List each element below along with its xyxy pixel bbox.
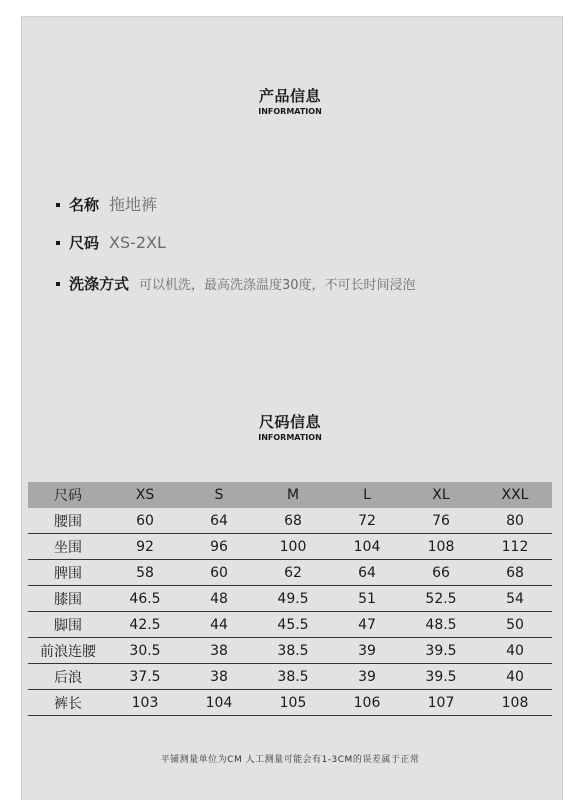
header-cell: M [256,482,330,508]
table-cell: 38 [182,638,256,664]
table-cell: 103 [108,690,182,716]
table-cell: 38.5 [256,664,330,690]
table-header-row [28,482,552,508]
table-cell: 39 [330,664,404,690]
table-cell: 膝围 [28,586,108,612]
header-cell: 尺码 [28,482,108,508]
table-cell: 104 [182,690,256,716]
table-cell: 脾围 [28,560,108,586]
info-row-size [56,232,166,253]
table-row [28,664,552,690]
table-cell: 60 [182,560,256,586]
info-label: 名称 [69,196,100,214]
table-cell: 108 [404,534,478,560]
table-cell: 51 [330,586,404,612]
info-value: 可以机洗，最高洗涤温度30度，不可长时间浸泡 [139,278,416,293]
table-cell: 62 [256,560,330,586]
table-cell: 76 [404,508,478,534]
table-row [28,690,552,716]
info-label: 洗涤方式 [69,275,130,293]
table-cell: 48 [182,586,256,612]
table-cell: 40 [478,664,552,690]
table-row [28,534,552,560]
table-cell: 64 [330,560,404,586]
table-row [28,612,552,638]
table-cell: 60 [108,508,182,534]
table-row [28,638,552,664]
size-info-title: 尺码信息 [258,413,321,431]
table-cell: 38.5 [256,638,330,664]
size-info-subtitle: INFORMATION [258,433,322,442]
table-row [28,586,552,612]
table-cell: 40 [478,638,552,664]
info-value: XS-2XL [109,233,166,252]
table-cell: 107 [404,690,478,716]
product-info-heading [0,87,580,117]
measurement-note: 平铺测量单位为CM 人工测量可能会有1-3CM的误差属于正常 [160,755,420,765]
table-cell: 37.5 [108,664,182,690]
table-cell: 105 [256,690,330,716]
bullet-icon [56,203,60,207]
header-cell: XL [404,482,478,508]
table-cell: 50 [478,612,552,638]
table-cell: 46.5 [108,586,182,612]
table-cell: 42.5 [108,612,182,638]
table-cell: 106 [330,690,404,716]
table-cell: 64 [182,508,256,534]
info-label: 尺码 [69,234,100,252]
table-cell: 49.5 [256,586,330,612]
table-cell: 30.5 [108,638,182,664]
table-cell: 80 [478,508,552,534]
table-cell: 96 [182,534,256,560]
table-cell: 72 [330,508,404,534]
table-row [28,560,552,586]
table-cell: 68 [478,560,552,586]
table-cell: 裤长 [28,690,108,716]
bullet-icon [56,241,60,245]
table-cell: 47 [330,612,404,638]
header-cell: L [330,482,404,508]
table-cell: 39 [330,638,404,664]
table-cell: 坐围 [28,534,108,560]
table-cell: 108 [478,690,552,716]
table-cell: 39.5 [404,638,478,664]
header-cell: XS [108,482,182,508]
table-cell: 39.5 [404,664,478,690]
table-cell: 45.5 [256,612,330,638]
table-cell: 脚围 [28,612,108,638]
table-cell: 腰围 [28,508,108,534]
product-info-subtitle: INFORMATION [258,107,322,116]
info-value: 拖地裤 [109,195,158,214]
table-cell: 44 [182,612,256,638]
table-cell: 38 [182,664,256,690]
table-row [28,508,552,534]
table-cell: 68 [256,508,330,534]
table-cell: 48.5 [404,612,478,638]
table-cell: 92 [108,534,182,560]
table-cell: 54 [478,586,552,612]
table-cell: 52.5 [404,586,478,612]
bullet-icon [56,282,60,286]
table-cell: 前浪连腰 [28,638,108,664]
table-cell: 66 [404,560,478,586]
size-table [28,482,552,716]
table-cell: 112 [478,534,552,560]
table-cell: 104 [330,534,404,560]
table-cell: 58 [108,560,182,586]
table-cell: 100 [256,534,330,560]
info-row-name [56,192,157,215]
table-cell: 后浪 [28,664,108,690]
header-cell: XXL [478,482,552,508]
info-row-washing [56,273,416,294]
size-info-heading [0,413,580,443]
product-info-title: 产品信息 [258,87,321,105]
header-cell: S [182,482,256,508]
